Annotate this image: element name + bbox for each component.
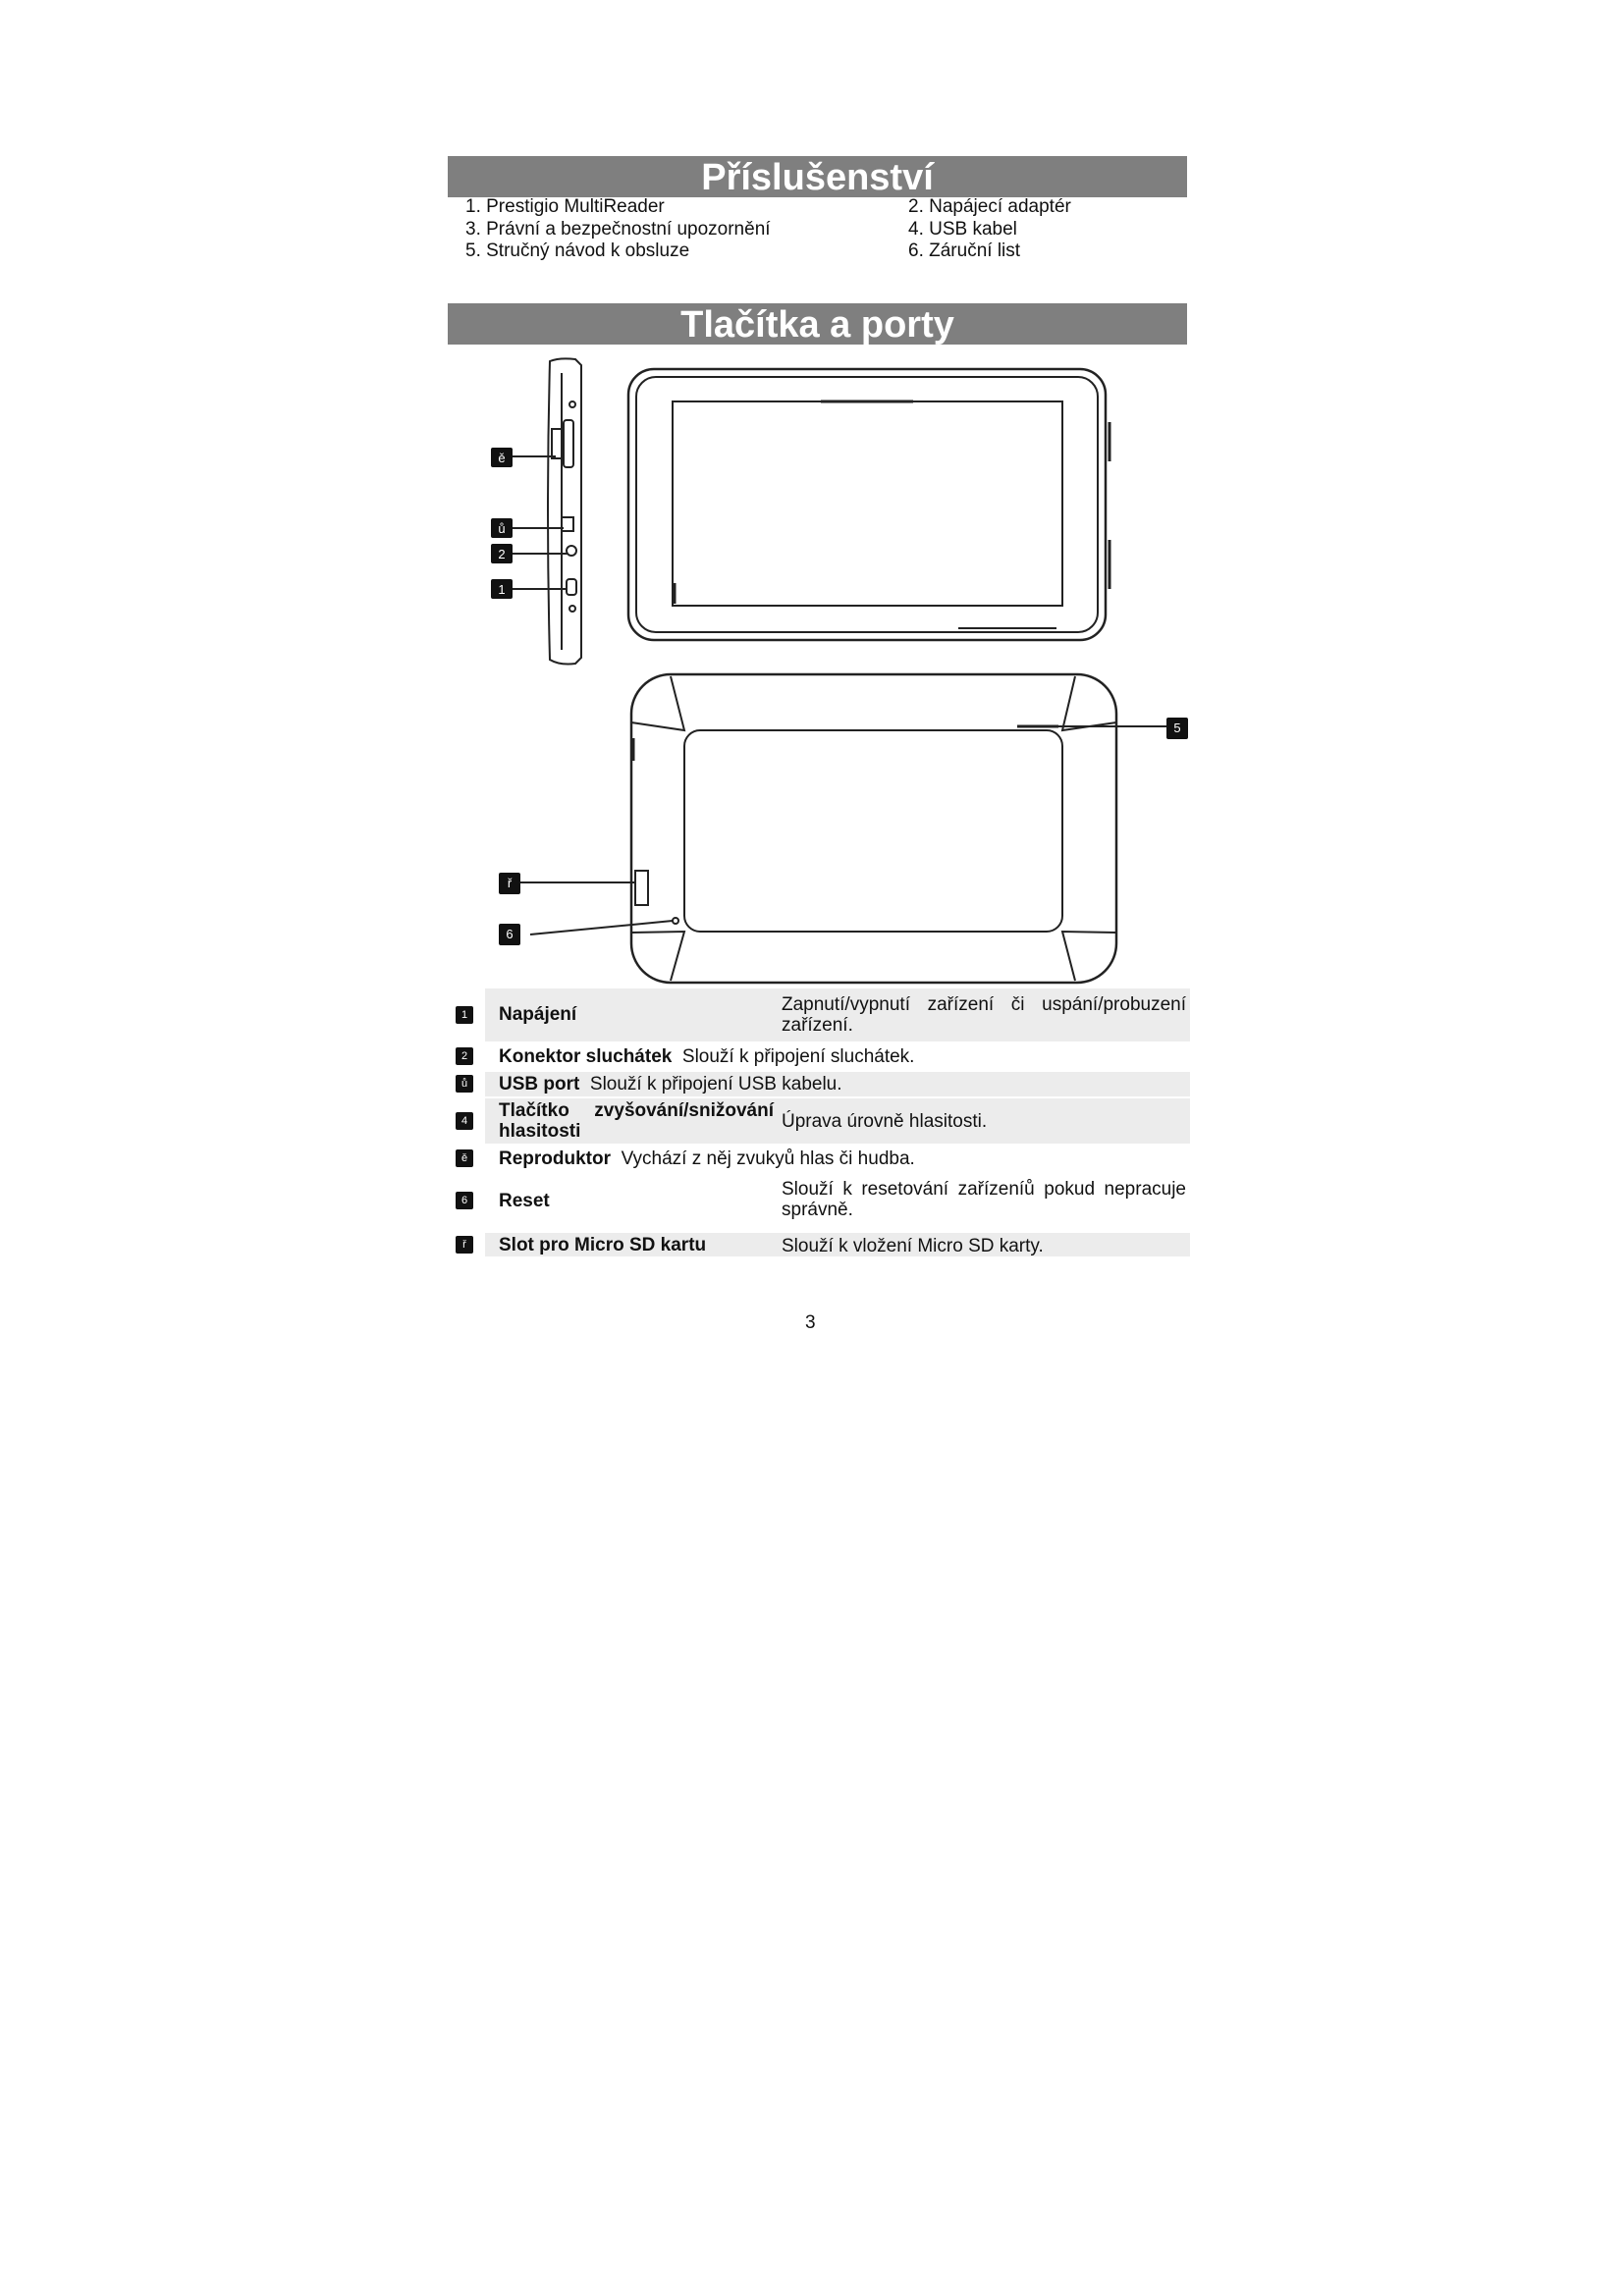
callout-power [491,579,513,599]
row-badge: 6 [456,1192,473,1209]
row-label: Slot pro Micro SD kartu [499,1235,707,1255]
device-diagram [448,348,1204,996]
callout-leader-lines [513,456,1166,934]
ports-heading: Tlačítka a porty [448,303,1187,345]
row-text [499,1046,914,1067]
svg-text:ě: ě [498,451,506,465]
svg-text:ř: ř [507,876,513,890]
side-view-illustration [548,358,581,664]
accessory-item: 5. Stručný návod k obsluze [465,240,690,261]
svg-text:6: 6 [506,927,514,941]
callout-sd-slot [499,873,520,894]
svg-text:2: 2 [498,547,506,561]
row-badge: 4 [456,1112,473,1130]
svg-text:ů: ů [498,521,506,536]
row-badge: ě [456,1149,473,1167]
port-row-power [448,988,1190,1041]
page-number: 3 [805,1312,816,1333]
row-badge: ů [456,1075,473,1093]
callout-headphones [491,544,513,563]
row-description: Slouží k připojení sluchátek. [681,1046,915,1067]
accessory-item: 4. USB kabel [908,219,1017,240]
accessory-item: 6. Záruční list [908,240,1021,261]
port-row-sd-slot [448,1233,1190,1256]
accessory-item: 3. Právní a bezpečnostní upozornění [465,219,771,240]
row-label: Reset [499,1191,550,1211]
row-description: Slouží k připojení USB kabelu. [589,1074,842,1095]
row-description: Zapnutí/vypnutí zařízení či uspání/probuzení zařízení. [782,994,1186,1036]
row-description: Slouží k vložení Micro SD karty. [782,1236,1044,1256]
row-label: Konektor sluchátek [499,1046,673,1067]
callout-reset [499,924,520,945]
accessories-heading: Příslušenství [448,156,1187,197]
port-row-volume [448,1098,1190,1144]
port-row-headphones [448,1044,1190,1068]
row-description: Slouží k resetování zařízeníů pokud nepracuje správně. [782,1179,1186,1220]
row-text [499,1148,915,1169]
row-label: USB port [499,1074,580,1095]
row-text [499,1074,842,1095]
port-row-speaker [448,1147,1190,1170]
callout-usb [491,518,513,538]
callout-speaker [1166,718,1188,739]
row-badge: ř [456,1236,473,1254]
callout-badges [491,448,1188,945]
port-row-usb [448,1072,1190,1096]
front-view-illustration [628,369,1110,640]
row-label: Napájení [499,1004,577,1025]
svg-text:1: 1 [498,582,506,597]
row-label: Tlačítko zvyšování/snižování hlasitosti [499,1100,774,1142]
row-description: Vychází z něj zvukyů hlas či hudba. [621,1148,915,1169]
row-badge: 1 [456,1006,473,1024]
row-label: Reproduktor [499,1148,611,1169]
port-row-reset [448,1178,1190,1225]
accessory-item: 1. Prestigio MultiReader [465,196,665,217]
callout-volume [491,448,513,467]
svg-text:5: 5 [1173,721,1181,735]
row-badge: 2 [456,1047,473,1065]
accessory-item: 2. Napájecí adaptér [908,196,1071,217]
back-view-illustration [631,674,1116,983]
row-description: Úprava úrovně hlasitosti. [782,1111,988,1132]
